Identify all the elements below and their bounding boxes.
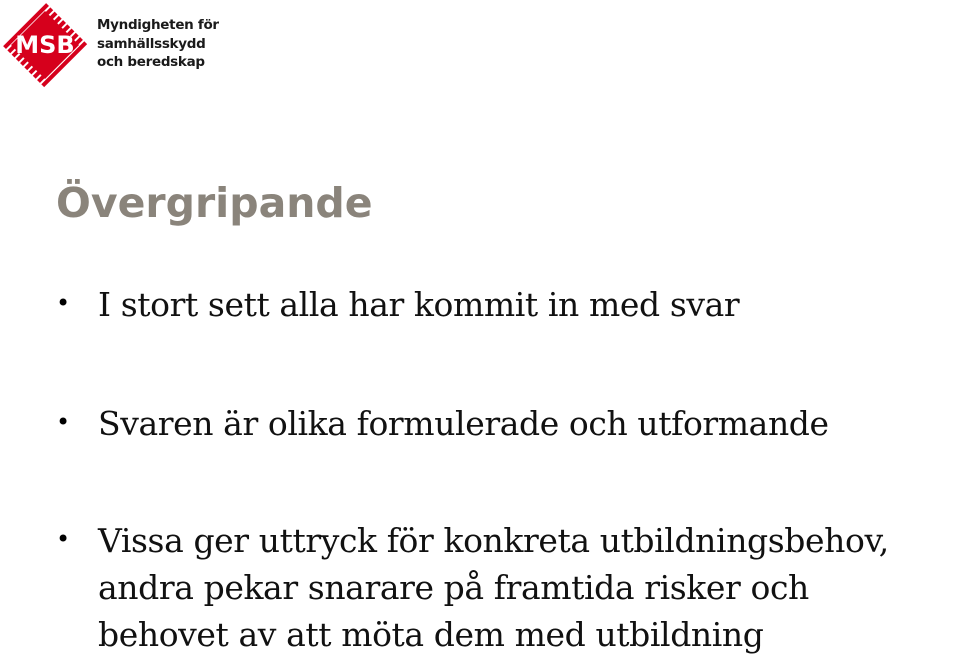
bullet-text-line: andra pekar snarare på framtida risker och — [98, 568, 809, 607]
bullet-icon: • — [56, 408, 71, 436]
logo-mark-text: MSB — [15, 31, 75, 59]
logo-agency-name — [97, 16, 219, 72]
bullet-text: I stort sett alla har kommit in med svar — [98, 285, 740, 324]
bullet-text: Svaren är olika formulerade och utformande — [98, 404, 829, 443]
logo-line: samhällsskydd — [97, 35, 206, 52]
bullet-text-line: behovet av att möta dem med utbildning — [98, 615, 764, 654]
msb-logo-icon — [2, 2, 88, 88]
bullet-text-line: Vissa ger uttryck för konkreta utbildningsbehov, — [98, 521, 889, 560]
logo-line: och beredskap — [97, 54, 205, 70]
logo-line: Myndigheten för — [97, 17, 219, 33]
bullet-icon: • — [56, 525, 71, 553]
msb-logo — [0, 0, 219, 90]
bullet-icon: • — [56, 289, 71, 317]
slide-title: Övergripande — [56, 179, 373, 227]
